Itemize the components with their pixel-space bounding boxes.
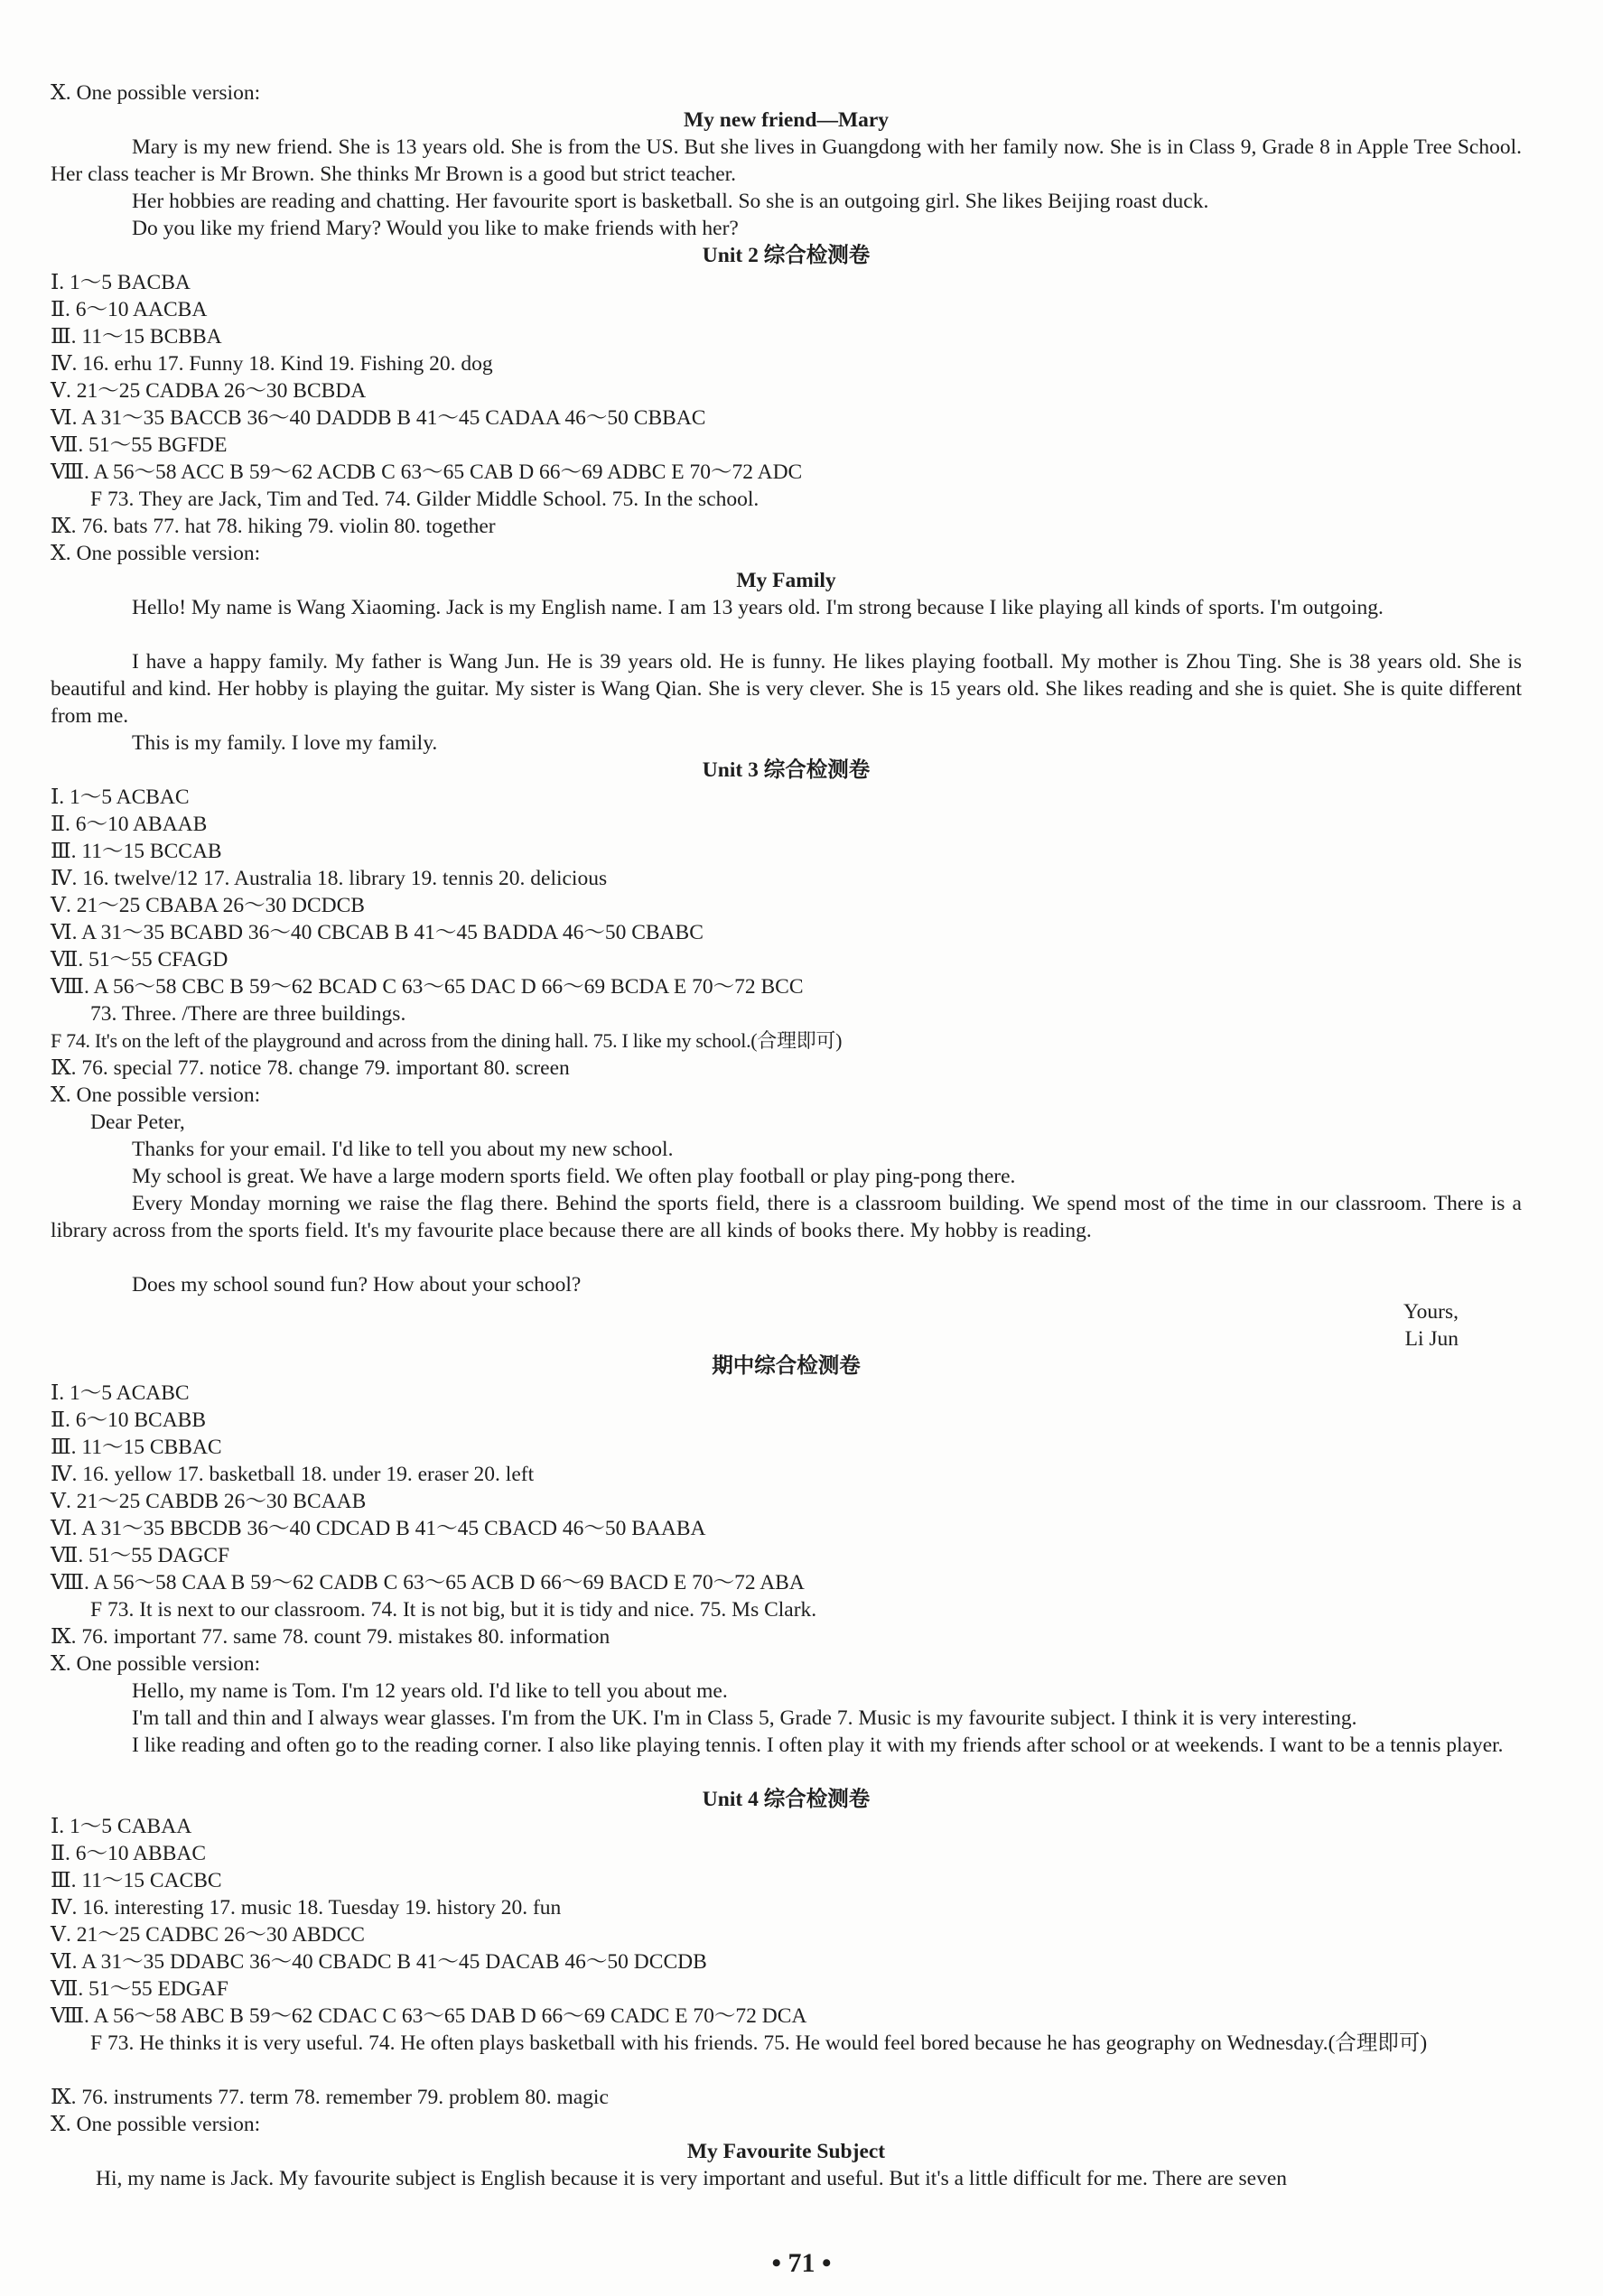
answer-line: Ⅳ. 16. interesting 17. music 18. Tuesday 19. history 20. fun [51,1896,562,1920]
essay-paragraph: I like reading and often go to the reading corner. I also like playing tennis. I often play it with my friends after school or at weekends. I want to be a tennis player. [132,1734,1504,1757]
answer-line: Ⅳ. 16. erhu 17. Funny 18. Kind 19. Fishing 20. dog [51,352,493,376]
essay-title: My Favourite Subject [686,2140,886,2163]
answer-line: F 73. He thinks it is very useful. 74. He often plays basketball with his friends. 75. He would feel bored because he has geography on Wednesday.(合理即可) [90,2031,1428,2055]
answer-line: Ⅸ. 76. instruments 77. term 78. remember 79. problem 80. magic [51,2086,609,2109]
answer-line: Ⅱ. 6～10 BCABB [51,1408,207,1432]
letter-signature: Li Jun [1404,1327,1459,1351]
unit4-heading: Unit 4 综合检测卷 [702,1788,871,1811]
answer-line: Ⅶ. 51～55 BGFDE [51,433,228,457]
answer-73: 73. Three. /There are three buildings. [90,1002,406,1026]
essay-paragraph: Hello! My name is Wang Xiaoming. Jack is my English name. I am 13 years old. I'm strong because I like playing all kinds of sports. I'm outgoing. [132,596,1384,619]
answer-line: Ⅲ. 11～15 CBBAC [51,1436,222,1459]
answer-line: Ⅹ. One possible version: [51,1083,261,1107]
essay-paragraph: Every Monday morning we raise the flag there. Behind the sports field, there is a classroom building. We spend most of the time in our classroom. There is a library across from the sports field. It's my favourite place because there are all kinds of books there. My hobby is reading. [51,1192,1522,1242]
answer-line: Ⅱ. 6～10 AACBA [51,298,208,321]
answer-line: Ⅲ. 11～15 CACBC [51,1869,222,1892]
essay-paragraph: I'm tall and thin and I always wear glasses. I'm from the UK. I'm in Class 5, Grade 7. Music is my favourite subject. I think it is very interesting. [132,1706,1357,1730]
answer-line: Ⅰ. 1～5 CABAA [51,1815,192,1838]
answer-line: Ⅳ. 16. twelve/12 17. Australia 18. library 19. tennis 20. delicious [51,867,608,890]
unit3-heading: Unit 3 综合检测卷 [702,758,871,782]
answer-line: Ⅴ. 21～25 CADBA 26～30 BCBDA [51,379,367,403]
answer-line: Ⅶ. 51～55 DAGCF [51,1544,230,1567]
essay-paragraph: This is my family. I love my family. [132,731,438,755]
answer-line: Ⅴ. 21～25 CBABA 26～30 DCDCB [51,894,365,917]
answer-line: F 73. It is next to our classroom. 74. It is not big, but it is tidy and nice. 75. Ms Clark. [90,1598,817,1622]
essay-paragraph: My school is great. We have a large modern sports field. We often play football or play ping-pong there. [132,1165,1016,1188]
page-number: • 71 • [771,2248,832,2278]
unit2-heading: Unit 2 综合检测卷 [702,244,871,267]
answer-line: Ⅷ. A 56～58 ACC B 59～62 ACDB C 63～65 CAB D 66～69 ADBC E 70～72 ADC [51,460,803,484]
essay-paragraph: Hello, my name is Tom. I'm 12 years old. I'd like to tell you about me. [132,1679,728,1703]
answer-line: Ⅳ. 16. yellow 17. basketball 18. under 19. eraser 20. left [51,1463,535,1486]
answer-line: Ⅱ. 6～10 ABBAC [51,1842,207,1865]
essay-paragraph: Does my school sound fun? How about your school? [132,1273,582,1297]
answer-line: Ⅴ. 21～25 CADBC 26～30 ABDCC [51,1923,365,1947]
answer-line: Ⅶ. 51～55 CFAGD [51,948,228,971]
answer-line: Ⅸ. 76. bats 77. hat 78. hiking 79. violin 80. together [51,515,496,538]
essay-paragraph: Do you like my friend Mary? Would you like to make friends with her? [132,217,739,240]
answer-line: Ⅵ. A 31～35 DDABC 36～40 CBADC B 41～45 DACAB 46～50 DCCDB [51,1950,707,1974]
essay-paragraph: Thanks for your email. I'd like to tell you about my new school. [132,1138,674,1161]
letter-closing: Yours, [1403,1300,1459,1324]
answer-line: Ⅷ. A 56～58 CBC B 59～62 BCAD C 63～65 DAC D 66～69 BCDA E 70～72 BCC [51,975,804,999]
essay-paragraph: Her hobbies are reading and chatting. Her favourite sport is basketball. So she is an outgoing girl. She likes Beijing roast duck. [132,190,1209,213]
essay-paragraph: Hi, my name is Jack. My favourite subject is English because it is very important and useful. But it's a little difficult for me. There are seven [96,2167,1288,2190]
answer-line: Ⅰ. 1～5 ACBAC [51,785,190,809]
answer-line [90,1000,1522,1027]
answer-line: F 73. They are Jack, Tim and Ted. 74. Gilder Middle School. 75. In the school. [90,488,760,511]
essay-title: My new friend—Mary [683,108,890,132]
answer-line: Ⅹ. One possible version: [51,1652,261,1676]
answer-line: Ⅶ. 51～55 EDGAF [51,1977,228,2001]
letter-greeting: Dear Peter, [90,1111,185,1134]
answer-line: Ⅹ. One possible version: [51,542,261,565]
answer-line: Ⅵ. A 31～35 BCABD 36～40 CBCAB B 41～45 BADDA 46～50 CBABC [51,921,704,944]
answer-line: Ⅰ. 1～5 ACABC [51,1381,190,1405]
answer-line: Ⅹ. One possible version: [51,2113,261,2136]
essay-paragraph: I have a happy family. My father is Wang Jun. He is 39 years old. He is funny. He likes playing football. My mother is Zhou Ting. She is 38 years old. She is beautiful and kind. Her hobby is playing the guitar. My sister is Wang Qian. She is very clever. She is 15 years old. She likes reading and she is quiet. She is quite different from me. [51,650,1522,728]
answer-line: Ⅸ. 76. special 77. notice 78. change 79. important 80. screen [51,1056,570,1080]
answer-line: Ⅴ. 21～25 CABDB 26～30 BCAAB [51,1490,367,1513]
midterm-heading: 期中综合检测卷 [712,1354,861,1378]
essay-paragraph: Mary is my new friend. She is 13 years old. She is from the US. But she lives in Guangdong with her family now. She is in Class 9, Grade 8 in Apple Tree School. Her class teacher is Mr Brown. She thinks Mr Brown is a good but strict teacher. [51,135,1522,186]
answer-line: Ⅷ. A 56～58 CAA B 59～62 CADB C 63～65 ACB D 66～69 BACD E 70～72 ABA [51,1571,805,1594]
answer-line: Ⅲ. 11～15 BCCAB [51,840,222,863]
answer-line: Ⅵ. A 31～35 BACCB 36～40 DADDB B 41～45 CADAA 46～50 CBBAC [51,406,706,430]
answer-line: Ⅲ. 11～15 BCBBA [51,325,222,349]
answer-line: Ⅸ. 76. important 77. same 78. count 79. mistakes 80. information [51,1625,610,1649]
section-x-header: Ⅹ. One possible version: [51,81,261,105]
answer-line: F 74. It's on the left of the playground and across from the dining hall. 75. I like my school.(合理即可) [51,1029,843,1052]
answer-line: Ⅱ. 6～10 ABAAB [51,813,208,836]
answer-line: Ⅷ. A 56～58 ABC B 59～62 CDAC C 63～65 DAB D 66～69 CADC E 70～72 DCA [51,2004,807,2028]
answer-line: Ⅰ. 1～5 BACBA [51,271,191,294]
essay-title: My Family [736,569,836,592]
answer-line: Ⅵ. A 31～35 BBCDB 36～40 CDCAD B 41～45 CBACD 46～50 BAABA [51,1517,706,1540]
